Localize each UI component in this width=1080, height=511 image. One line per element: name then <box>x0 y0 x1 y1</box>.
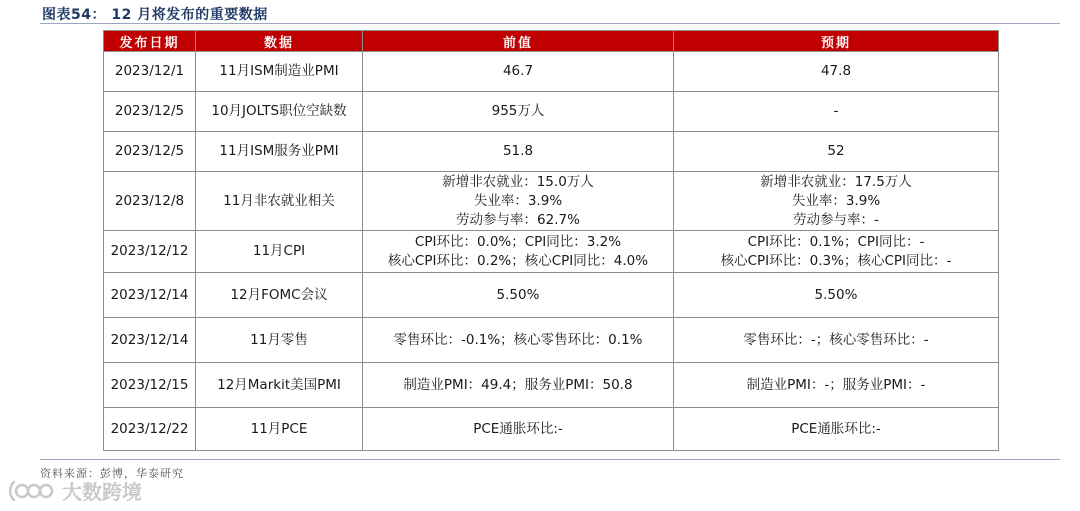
figure-title: 图表54： 12 月将发布的重要数据 <box>42 7 268 23</box>
cell-expected <box>674 363 999 408</box>
cell-item: 11月PCE <box>196 408 363 451</box>
cell-line: 5.50% <box>496 286 540 303</box>
cell-line: 51.8 <box>502 143 534 159</box>
table-header-row <box>104 31 999 52</box>
cell-previous <box>363 363 674 408</box>
cell-item: 11月CPI <box>196 231 363 273</box>
release-schedule-table <box>103 30 999 451</box>
cell-previous <box>363 408 674 451</box>
table-row <box>104 363 999 408</box>
cell-line: CPI环比：0.1%；CPI同比：- <box>747 233 925 250</box>
cell-expected <box>674 273 999 318</box>
cell-item: 12月Markit美国PMI <box>196 363 363 408</box>
cell-item: 10月JOLTS职位空缺数 <box>196 92 363 132</box>
cell-date: 2023/12/14 <box>104 318 196 363</box>
cell-line: 核心CPI环比：0.3%；核心CPI同比：- <box>720 252 952 269</box>
watermark <box>8 476 142 505</box>
cell-date: 2023/12/5 <box>104 92 196 132</box>
top-divider <box>40 23 1060 24</box>
header-previous: 前值 <box>363 31 674 52</box>
bottom-divider <box>40 459 1060 460</box>
cell-previous <box>363 273 674 318</box>
header-expected: 预期 <box>674 31 999 52</box>
table-row <box>104 231 999 273</box>
cell-expected <box>674 52 999 92</box>
cell-expected <box>674 408 999 451</box>
table-row <box>104 408 999 451</box>
cell-item: 12月FOMC会议 <box>196 273 363 318</box>
cell-previous <box>363 231 674 273</box>
header-data: 数据 <box>196 31 363 52</box>
cell-line: 52 <box>827 143 845 159</box>
cell-line: 失业率：3.9% <box>473 192 563 209</box>
cell-date: 2023/12/14 <box>104 273 196 318</box>
cell-item: 11月非农就业相关 <box>196 172 363 231</box>
watermark-text: 大数跨境 <box>62 480 142 504</box>
table-row <box>104 273 999 318</box>
cell-date: 2023/12/5 <box>104 132 196 172</box>
watermark-logo-icon <box>8 478 56 504</box>
cell-line: 新增非农就业：15.0万人 <box>442 173 594 190</box>
cell-line: 5.50% <box>814 286 858 303</box>
cell-line: PCE通胀环比:- <box>473 420 563 437</box>
cell-previous <box>363 92 674 132</box>
cell-line: PCE通胀环比:- <box>791 420 881 437</box>
table-row <box>104 132 999 172</box>
cell-previous <box>363 318 674 363</box>
source-note: 资料来源：彭博，华泰研究 <box>40 467 184 480</box>
cell-date: 2023/12/15 <box>104 363 196 408</box>
cell-expected <box>674 172 999 231</box>
cell-line: 46.7 <box>502 63 534 79</box>
cell-line: 零售环比：-；核心零售环比：- <box>743 331 929 348</box>
cell-line: 劳动参与率：- <box>793 211 879 228</box>
cell-line: 955万人 <box>491 103 545 119</box>
cell-line: 新增非农就业：17.5万人 <box>760 173 912 190</box>
header-release-date: 发布日期 <box>104 31 196 52</box>
cell-item: 11月ISM制造业PMI <box>196 52 363 92</box>
cell-previous <box>363 132 674 172</box>
cell-expected <box>674 132 999 172</box>
cell-item: 11月零售 <box>196 318 363 363</box>
cell-line: 失业率：3.9% <box>791 192 881 209</box>
cell-date: 2023/12/22 <box>104 408 196 451</box>
cell-expected <box>674 92 999 132</box>
cell-line: - <box>833 103 839 119</box>
cell-line: 制造业PMI：49.4；服务业PMI：50.8 <box>403 376 633 393</box>
table-row <box>104 92 999 132</box>
cell-date: 2023/12/12 <box>104 231 196 273</box>
cell-line: CPI环比：0.0%；CPI同比：3.2% <box>414 233 622 250</box>
cell-item: 11月ISM服务业PMI <box>196 132 363 172</box>
cell-line: 零售环比：-0.1%；核心零售环比：0.1% <box>393 331 643 348</box>
cell-date: 2023/12/1 <box>104 52 196 92</box>
table-row <box>104 52 999 92</box>
cell-line: 47.8 <box>820 63 852 79</box>
cell-expected <box>674 318 999 363</box>
cell-line: 劳动参与率：62.7% <box>456 211 580 228</box>
table-row <box>104 172 999 231</box>
cell-expected <box>674 231 999 273</box>
cell-previous <box>363 52 674 92</box>
cell-line: 核心CPI环比：0.2%；核心CPI同比：4.0% <box>387 252 649 269</box>
cell-previous <box>363 172 674 231</box>
cell-line: 制造业PMI：-；服务业PMI：- <box>746 376 926 393</box>
cell-date: 2023/12/8 <box>104 172 196 231</box>
table-row <box>104 318 999 363</box>
